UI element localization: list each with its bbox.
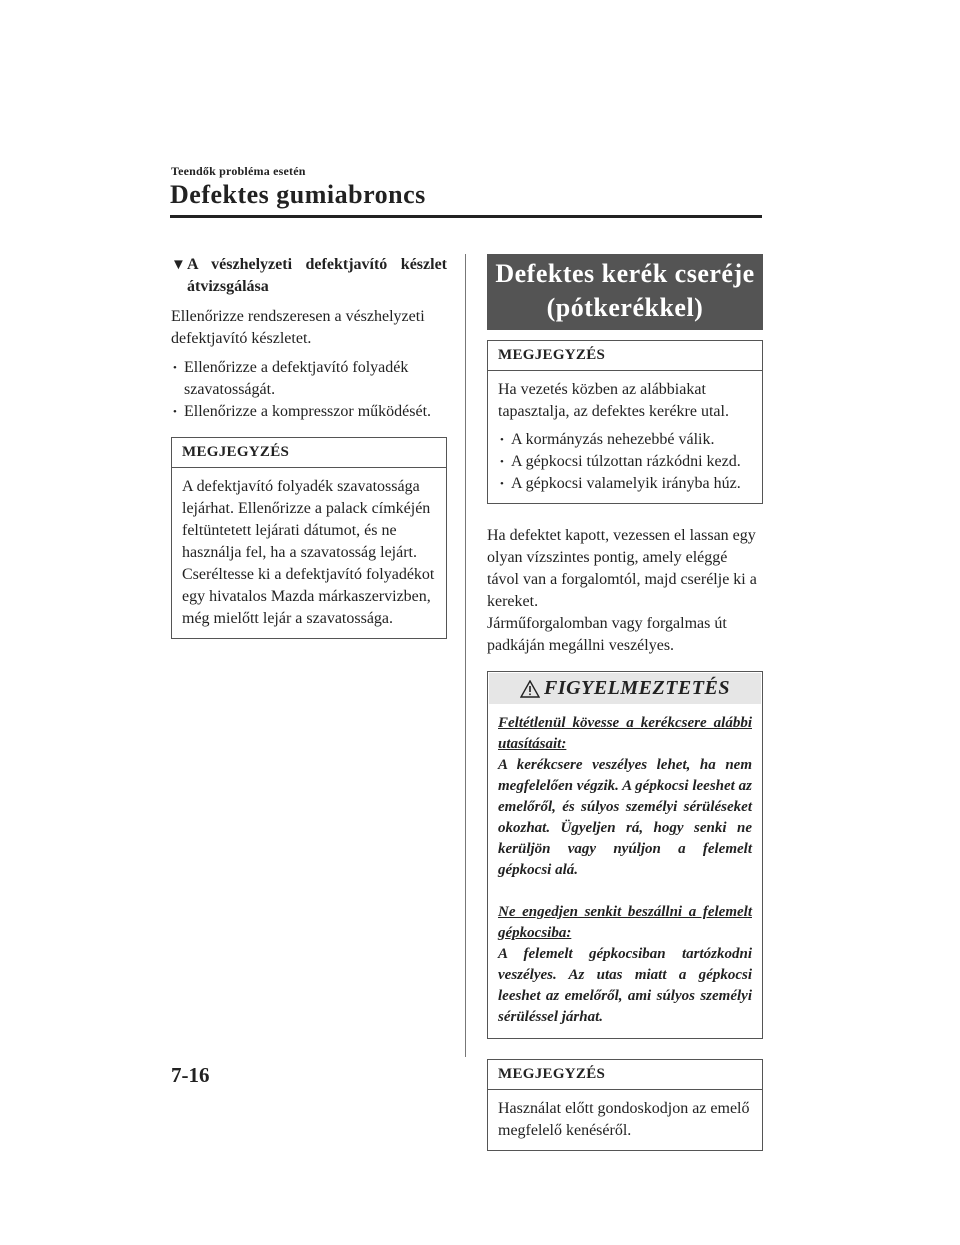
right-column [487, 254, 763, 1151]
note-box [171, 437, 447, 639]
warning-item-title: Feltétlenül kövesse a kerékcsere alábbi utasításait: [498, 715, 752, 752]
list-item: • Ellenőrizze a kompresszor működését. [171, 401, 447, 423]
paragraph: Ha defektet kapott, vezessen el lassan egy olyan vízszintes pontig, amely eléggé távol van a forgalomtól, majd cserélje ki a kereket. [487, 527, 757, 610]
subheading [171, 254, 447, 298]
symptom-list [498, 429, 752, 495]
left-column [171, 254, 447, 639]
warning-title: FIGYELMEZTETÉS [544, 677, 730, 699]
list-item: • A gépkocsi túlzottan rázkódni kezd. [498, 451, 752, 473]
warning-item-text: A kerékcsere veszélyes lehet, ha nem megfelelően végzik. A gépkocsi leeshet az emelőről, és súlyos személyi sérüléseket okozhat. Ügyeljen rá, hogy senki ne kerüljön vagy nyúljon a felemelt gépkocsi alá. [498, 757, 752, 878]
triangle-marker-icon: ▼ [171, 257, 186, 273]
warning-heading [489, 673, 761, 704]
note-heading: MEGJEGYZÉS [488, 341, 762, 371]
warning-box [487, 671, 763, 1039]
list-item: • A kormányzás nehezebbé válik. [498, 429, 752, 451]
subheading-text: A vészhelyzeti defektjavító készlet átvizsgálása [187, 256, 447, 295]
warning-triangle-icon [520, 680, 540, 698]
list-item: • A gépkocsi valamelyik irányba húz. [498, 473, 752, 495]
header-rule [170, 215, 762, 218]
section-banner [487, 254, 763, 330]
banner-line: (pótkerékkel) [546, 293, 704, 322]
page-title: Defektes gumiabroncs [170, 180, 426, 209]
warning-item-title: Ne engedjen senkit beszállni a felemelt gépkocsiba: [498, 904, 752, 941]
note-text: A defektjavító folyadék szavatossága lejárhat. Ellenőrizze a palack címkéjén feltüntetett lejárati dátumot, és ne használja fel, ha a szavatosság lejárt. Cseréltesse ki a defektjavító folyadékot egy hivatalos Mazda márkaszervizben, még mielőtt lejár a szavatossága. [182, 478, 435, 627]
note-text: Ha vezetés közben az alábbiakat tapasztalja, az defektes kerékre utal. [498, 381, 729, 420]
note-heading: MEGJEGYZÉS [488, 1060, 762, 1090]
check-list [171, 357, 447, 423]
note-heading: MEGJEGYZÉS [172, 438, 446, 468]
warning-item-text: A felemelt gépkocsiban tartózkodni veszélyes. Az utas miatt a gépkocsi leeshet az emelőről, ami súlyos személyi sérüléssel járhat. [498, 946, 752, 1025]
note-box [487, 340, 763, 504]
banner-line: Defektes kerék cseréje [495, 259, 755, 288]
note-box [487, 1059, 763, 1151]
intro-paragraph: Ellenőrizze rendszeresen a vészhelyzeti defektjavító készletet. [171, 308, 425, 347]
note-text: Használat előtt gondoskodjon az emelő megfelelő kenéséről. [498, 1100, 750, 1139]
warning-body [488, 705, 762, 1038]
column-divider [465, 254, 466, 1057]
section-label: Teendők probléma esetén [171, 164, 306, 178]
paragraph: Járműforgalomban vagy forgalmas út padkáján megállni veszélyes. [487, 615, 727, 654]
page-number: 7-16 [171, 1063, 210, 1087]
list-item: • Ellenőrizze a defektjavító folyadék szavatosságát. [171, 357, 447, 401]
